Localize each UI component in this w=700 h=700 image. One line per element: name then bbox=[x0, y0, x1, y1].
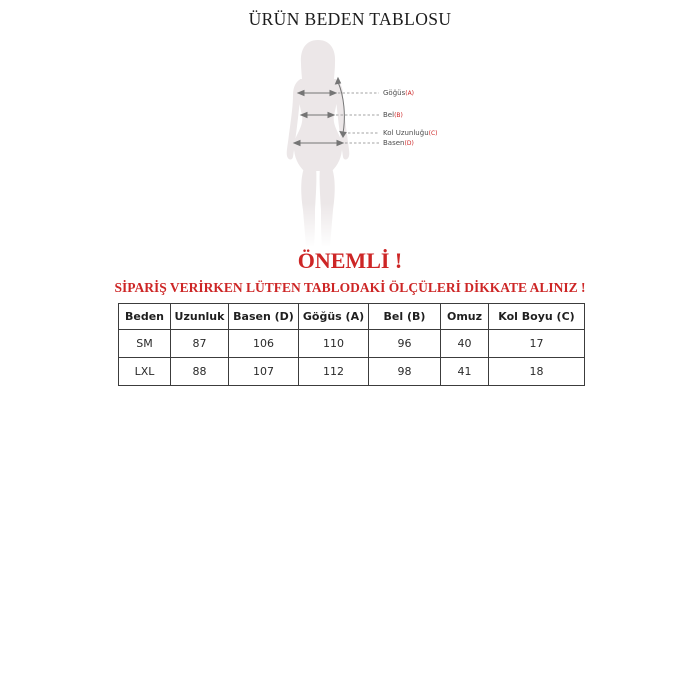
measure-letter: (A) bbox=[405, 90, 415, 97]
header-omuz: Omuz bbox=[441, 304, 489, 330]
table-cell: 98 bbox=[369, 358, 441, 386]
header-beden: Beden bbox=[119, 304, 171, 330]
table-cell: 18 bbox=[489, 358, 585, 386]
page-title: ÜRÜN BEDEN TABLOSU bbox=[248, 9, 452, 29]
measure-label-text: Göğüs bbox=[383, 89, 406, 97]
measure-letter: (B) bbox=[394, 112, 403, 119]
size-table bbox=[118, 303, 585, 386]
measure-label-text: Basen bbox=[383, 139, 405, 147]
measurement-diagram bbox=[260, 38, 390, 250]
header-basen: Basen (D) bbox=[229, 304, 299, 330]
table-cell: 96 bbox=[369, 330, 441, 358]
header-uzunluk: Uzunluk bbox=[171, 304, 229, 330]
female-figure-silhouette-icon bbox=[260, 38, 390, 250]
table-row-lxl bbox=[119, 358, 585, 386]
measure-label-kol-uzunlugu bbox=[383, 130, 438, 137]
table-cell: 17 bbox=[489, 330, 585, 358]
table-cell: 41 bbox=[441, 358, 489, 386]
table-cell: 40 bbox=[441, 330, 489, 358]
measure-letter: (D) bbox=[404, 140, 414, 147]
table-cell: 87 bbox=[171, 330, 229, 358]
measure-label-text: Bel bbox=[383, 111, 395, 119]
header-bel: Bel (B) bbox=[369, 304, 441, 330]
measure-label-bel bbox=[383, 112, 403, 119]
table-cell: 88 bbox=[171, 358, 229, 386]
table-cell: 106 bbox=[229, 330, 299, 358]
measure-label-text: Kol Uzunluğu bbox=[383, 129, 429, 137]
table-cell: 112 bbox=[299, 358, 369, 386]
table-row-sm bbox=[119, 330, 585, 358]
table-cell: 107 bbox=[229, 358, 299, 386]
important-notice: SİPARİŞ VERİRKEN LÜTFEN TABLODAKİ ÖLÇÜLERİ DİKKATE ALINIZ ! bbox=[114, 280, 586, 295]
table-cell: LXL bbox=[119, 358, 171, 386]
measure-letter: (C) bbox=[428, 130, 438, 137]
measure-label-gogus bbox=[383, 90, 414, 97]
header-kol-boyu: Kol Boyu (C) bbox=[489, 304, 585, 330]
table-cell: SM bbox=[119, 330, 171, 358]
size-table-header-row bbox=[119, 304, 585, 330]
important-heading: ÖNEMLİ ! bbox=[297, 248, 403, 273]
measure-label-basen bbox=[383, 140, 414, 147]
table-cell: 110 bbox=[299, 330, 369, 358]
header-gogus: Göğüs (A) bbox=[299, 304, 369, 330]
